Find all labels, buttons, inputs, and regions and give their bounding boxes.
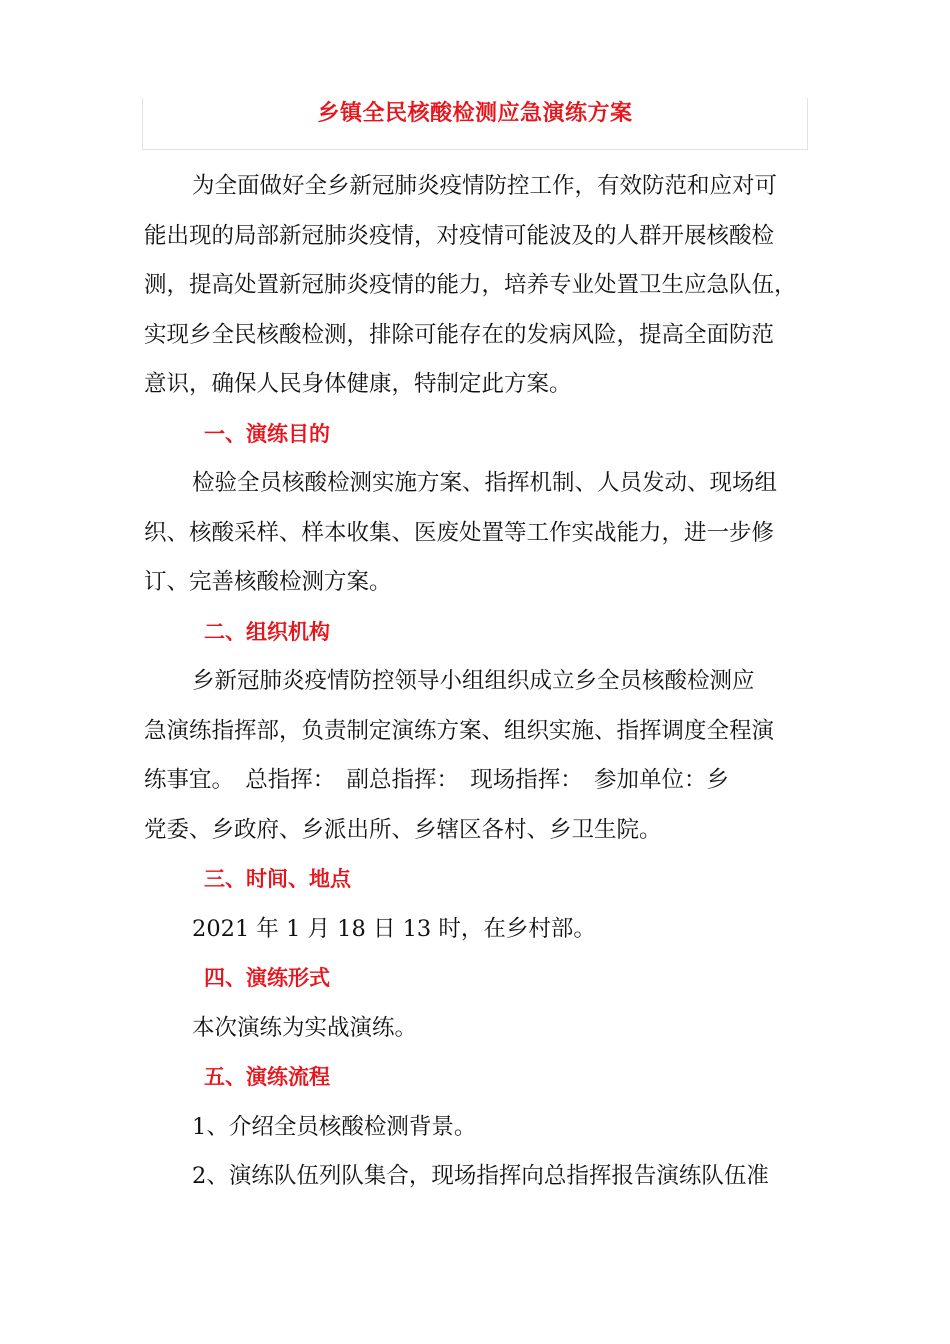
section-paragraph: [144, 657, 814, 855]
section-line: 本次演练为实战演练。: [192, 1014, 418, 1041]
section-paragraph: [144, 905, 814, 955]
section-line: 2、演练队伍列队集合，现场指挥向总指挥报告演练队伍准: [192, 1163, 769, 1189]
intro-line: 意识，确保人民身体健康，特制定此方案。: [144, 371, 572, 397]
intro-line: 为全面做好全乡新冠肺炎疫情防控工作，有效防范和应对可: [192, 173, 778, 199]
section-line: 党委、乡政府、乡派出所、乡辖区各村、乡卫生院。: [144, 816, 662, 843]
document-body: [144, 162, 814, 1202]
section-line: 急演练指挥部，负责制定演练方案、组织实施、指挥调度全程演: [144, 717, 775, 744]
intro-paragraph: [144, 162, 814, 410]
section-line: 订、完善核酸检测方案。: [144, 569, 392, 595]
section-line: 检验全员核酸检测实施方案、指挥机制、人员发动、现场组: [192, 470, 778, 496]
section-line: 1、介绍全员核酸检测背景。: [192, 1113, 477, 1140]
section-paragraph: [144, 1103, 814, 1202]
section-paragraph: [144, 459, 814, 608]
section-heading: 一、演练目的: [204, 421, 330, 446]
intro-line: 实现乡全民核酸检测，排除可能存在的发病风险，提高全面防范: [144, 321, 775, 348]
intro-line: 测，提高处置新冠肺炎疫情的能力，培养专业处置卫生应急队伍，: [144, 272, 797, 298]
intro-line: 能出现的局部新冠肺炎疫情，对疫情可能波及的人群开展核酸检: [144, 222, 775, 249]
document-title: 乡镇全民核酸检测应急演练方案: [317, 101, 633, 126]
section-heading: 三、时间、地点: [204, 867, 351, 891]
section-heading: 四、演练形式: [204, 966, 330, 990]
section-heading: 五、演练流程: [204, 1065, 330, 1089]
section-paragraph: [144, 1004, 814, 1054]
section-heading: 二、组织机构: [204, 619, 330, 644]
section-line: 乡新冠肺炎疫情防控领导小组组织成立乡全员核酸检测应: [192, 668, 755, 694]
section-line: 2021 年 1 月 18 日 13 时，在乡村部。: [192, 915, 596, 942]
section-line: 织、核酸采样、样本收集、医废处置等工作实战能力，进一步修: [144, 519, 775, 546]
section-line: 练事宜。 总指挥： 副总指挥： 现场指挥： 参加单位：乡: [144, 767, 730, 793]
